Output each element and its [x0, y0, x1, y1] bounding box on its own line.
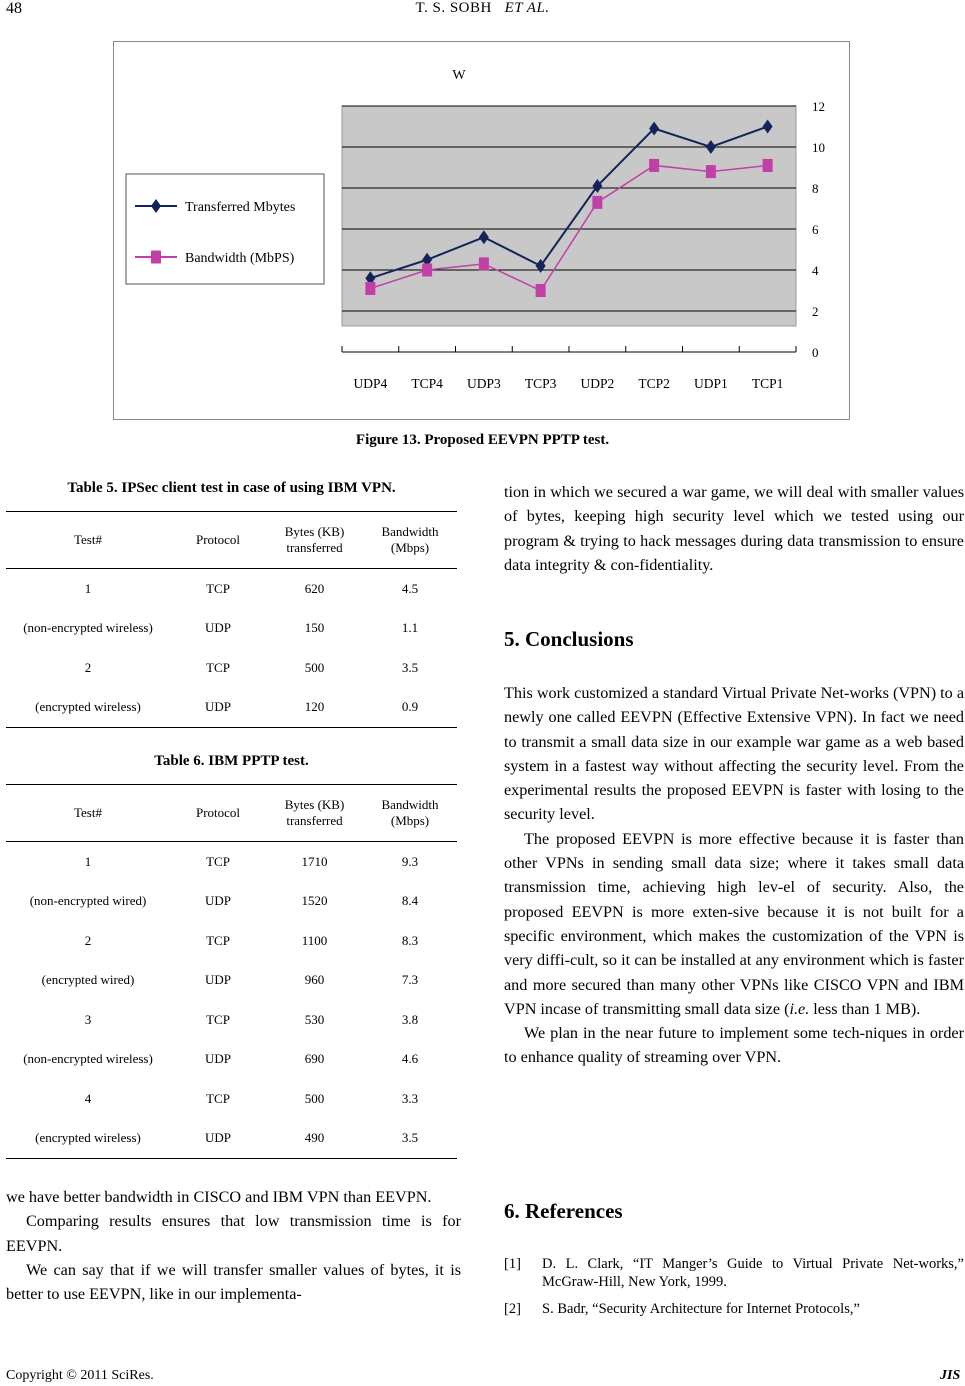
reference-2-number: [2]	[504, 1301, 521, 1317]
table-row	[6, 648, 457, 688]
conclusions-ie: i.e.	[789, 999, 810, 1018]
reference-2-text: S. Badr, “Security Architecture for Internet Protocols,”	[542, 1301, 860, 1317]
table-row	[6, 1040, 457, 1080]
table-cell: UDP	[204, 893, 231, 909]
table-cell: 7.3	[401, 972, 419, 988]
table-cell: 3.5	[401, 1130, 419, 1146]
table-cell: (encrypted wireless)	[35, 1130, 141, 1146]
x-tick-label: TCP1	[751, 376, 784, 391]
data-point	[365, 282, 375, 295]
left-paragraph-1: we have better bandwidth in CISCO and IBM VPN than EEVPN.	[6, 1188, 432, 1206]
data-point	[649, 159, 659, 172]
right-paragraph-continued: tion in which we secured a war game, we will deal with smaller values of bytes, keeping high security level which we tested using our program & trying to hack messages during data transmission to ensure data integrity & con-fidentiality.	[504, 483, 964, 574]
table-row	[6, 842, 457, 882]
data-point	[151, 251, 161, 264]
table-cell: 9.3	[401, 853, 419, 869]
data-point	[479, 257, 489, 270]
conclusions-paragraph-1: This work customized a standard Virtual Private Net-works (VPN) to a newly one called EEVPN (Effective Extensive VPN). In fact we need to transmit a small data size in our example war game as a web based system in a fastest way without affecting the security level. From the experimental results the proposed EEVPN is faster with losing to the security level.	[504, 684, 964, 824]
table-cell: 2	[84, 932, 92, 948]
conclusions-paragraph-3: We plan in the near future to implement some tech-niques in order to enhance quality of streaming over VPN.	[504, 1024, 964, 1067]
left-paragraph-3: We can say that if we will transfer smaller values of bytes, it is better to use EEVPN, like in our implementa-	[6, 1260, 461, 1304]
y-tick-label: 8	[812, 181, 819, 196]
y-tick-label: 2	[812, 304, 819, 319]
table-cell: 120	[304, 699, 325, 715]
footer-copyright: Copyright © 2011 SciRes.	[6, 1368, 154, 1383]
table-cell: 500	[304, 659, 325, 675]
table-cell: 1	[84, 580, 92, 596]
conclusions-paragraph-2	[504, 827, 964, 1021]
x-tick-label: UDP2	[580, 376, 615, 391]
x-tick-label: TCP4	[411, 376, 443, 391]
table-5-header-test: Test#	[74, 532, 102, 547]
table-row	[6, 569, 457, 609]
table-cell: 620	[304, 580, 325, 596]
table-cell: (encrypted wireless)	[35, 699, 141, 715]
chart-title: W	[452, 68, 466, 83]
y-tick-label: 6	[812, 222, 819, 237]
plot-area	[342, 106, 796, 326]
reference-1-text: D. L. Clark, “IT Manger’s Guide to Virtual Private Net-works,” McGraw-Hill, New York, 1999.	[542, 1256, 964, 1290]
table-cell: 1520	[301, 893, 328, 909]
table-5	[6, 511, 457, 728]
table-row	[6, 961, 457, 1001]
section-5-heading: 5. Conclusions	[504, 627, 634, 651]
table-cell: 690	[304, 1051, 325, 1067]
table-cell: 150	[304, 620, 325, 636]
table-row	[6, 609, 457, 649]
x-tick-label: UDP1	[693, 376, 728, 391]
table-cell: 4	[84, 1090, 92, 1106]
right-column-text	[504, 480, 964, 577]
header-authors: T. S. SOBH	[415, 0, 492, 16]
y-tick-label: 0	[812, 345, 819, 360]
figure-13-chart	[114, 42, 849, 419]
conclusions-paragraph-2-end: less than 1 MB).	[809, 999, 921, 1018]
table-6-header-bytes: Bytes (KB) transferred	[284, 797, 345, 828]
x-tick-label: TCP3	[524, 376, 557, 391]
conclusions-paragraph-2-text: The proposed EEVPN is more effective because it is faster than other VPNs in sending small data size; where it takes small data transmission time, achieving high lev-el of security. Also, the proposed EEVPN is more exten-sive because it is not built for a specific environment, which makes the customization of the VPN is very diffi-cult, so it can be installed at any environment which is faster and more secured than many other VPNs like CISCO VPN and IBM VPN incase of transmitting small data size (	[504, 829, 964, 1018]
table-cell: UDP	[204, 1130, 231, 1146]
table-5-header-protocol: Protocol	[195, 532, 241, 547]
table-cell: 3	[84, 1011, 92, 1027]
table-cell: 1100	[301, 932, 328, 948]
x-tick-label: UDP4	[353, 376, 388, 391]
table-cell: UDP	[204, 699, 231, 715]
data-point	[422, 264, 432, 277]
table-cell: TCP	[206, 659, 230, 675]
data-point	[763, 159, 773, 172]
table-cell: 490	[304, 1130, 325, 1146]
table-cell: 3.5	[401, 659, 419, 675]
table-6-header-bandwidth: Bandwidth (Mbps)	[381, 797, 439, 828]
table-cell: 1.1	[401, 620, 419, 636]
table-cell: (non-encrypted wired)	[29, 893, 147, 909]
conclusions-text	[504, 681, 964, 1070]
table-row	[6, 882, 457, 922]
table-cell: 1	[84, 853, 92, 869]
legend-label: Transferred Mbytes	[185, 200, 296, 215]
data-point	[592, 196, 602, 209]
left-paragraph-2: Comparing results ensures that low transmission time is for EEVPN.	[6, 1212, 461, 1255]
running-header	[0, 0, 965, 17]
table-cell: 500	[304, 1090, 325, 1106]
table-cell: TCP	[206, 580, 230, 596]
header-et-al: ET AL.	[504, 0, 550, 16]
y-tick-label: 10	[812, 140, 825, 155]
table-cell: (non-encrypted wireless)	[23, 1051, 153, 1067]
section-6-heading: 6. References	[504, 1199, 623, 1223]
table-5-header-bytes: Bytes (KB) transferred	[284, 524, 345, 555]
page-number: 48	[6, 0, 22, 17]
table-cell: TCP	[206, 1011, 230, 1027]
table-cell: 1710	[301, 853, 328, 869]
table-cell: 2	[84, 659, 92, 675]
x-tick-label: UDP3	[466, 376, 501, 391]
legend-box	[126, 174, 324, 284]
table-cell: UDP	[204, 972, 231, 988]
left-column-text	[6, 1185, 461, 1306]
legend-label: Bandwidth (MbPS)	[185, 251, 295, 266]
table-cell: 8.3	[401, 932, 419, 948]
table-cell: 3.8	[401, 1011, 419, 1027]
reference-1	[504, 1255, 964, 1291]
table-6-header-protocol: Protocol	[195, 805, 241, 820]
table-cell: TCP	[206, 1090, 230, 1106]
footer-journal: JIS	[940, 1368, 961, 1383]
y-tick-label: 4	[812, 263, 819, 278]
table-row	[6, 688, 457, 728]
table-6-caption: Table 6. IBM PPTP test.	[154, 753, 309, 769]
x-tick-label: TCP2	[638, 376, 670, 391]
data-point	[536, 284, 546, 297]
table-cell: TCP	[206, 853, 230, 869]
table-cell: (encrypted wired)	[41, 972, 135, 988]
table-cell: 3.3	[401, 1090, 419, 1106]
table-row	[6, 921, 457, 961]
figure-13-frame	[113, 41, 850, 420]
table-5-header-bandwidth: Bandwidth (Mbps)	[381, 524, 439, 555]
table-cell: UDP	[204, 620, 231, 636]
reference-1-number: [1]	[504, 1256, 521, 1272]
table-cell: 8.4	[401, 893, 419, 909]
table-5-caption: Table 5. IPSec client test in case of using IBM VPN.	[67, 480, 396, 496]
y-tick-label: 12	[812, 99, 825, 114]
reference-2	[504, 1300, 964, 1318]
figure-13-caption: Figure 13. Proposed EEVPN PPTP test.	[355, 432, 610, 448]
table-cell: UDP	[204, 1051, 231, 1067]
table-cell: 4.5	[401, 580, 419, 596]
table-cell: 960	[304, 972, 325, 988]
table-6-header-test: Test#	[74, 805, 102, 820]
table-cell: (non-encrypted wireless)	[23, 620, 153, 636]
table-cell: 0.9	[401, 699, 419, 715]
table-row	[6, 1119, 457, 1159]
table-row	[6, 1079, 457, 1119]
table-cell: TCP	[206, 932, 230, 948]
table-cell: 4.6	[401, 1051, 419, 1067]
table-cell: 530	[304, 1011, 325, 1027]
table-row	[6, 1000, 457, 1040]
data-point	[706, 165, 716, 178]
table-6	[6, 784, 457, 1159]
